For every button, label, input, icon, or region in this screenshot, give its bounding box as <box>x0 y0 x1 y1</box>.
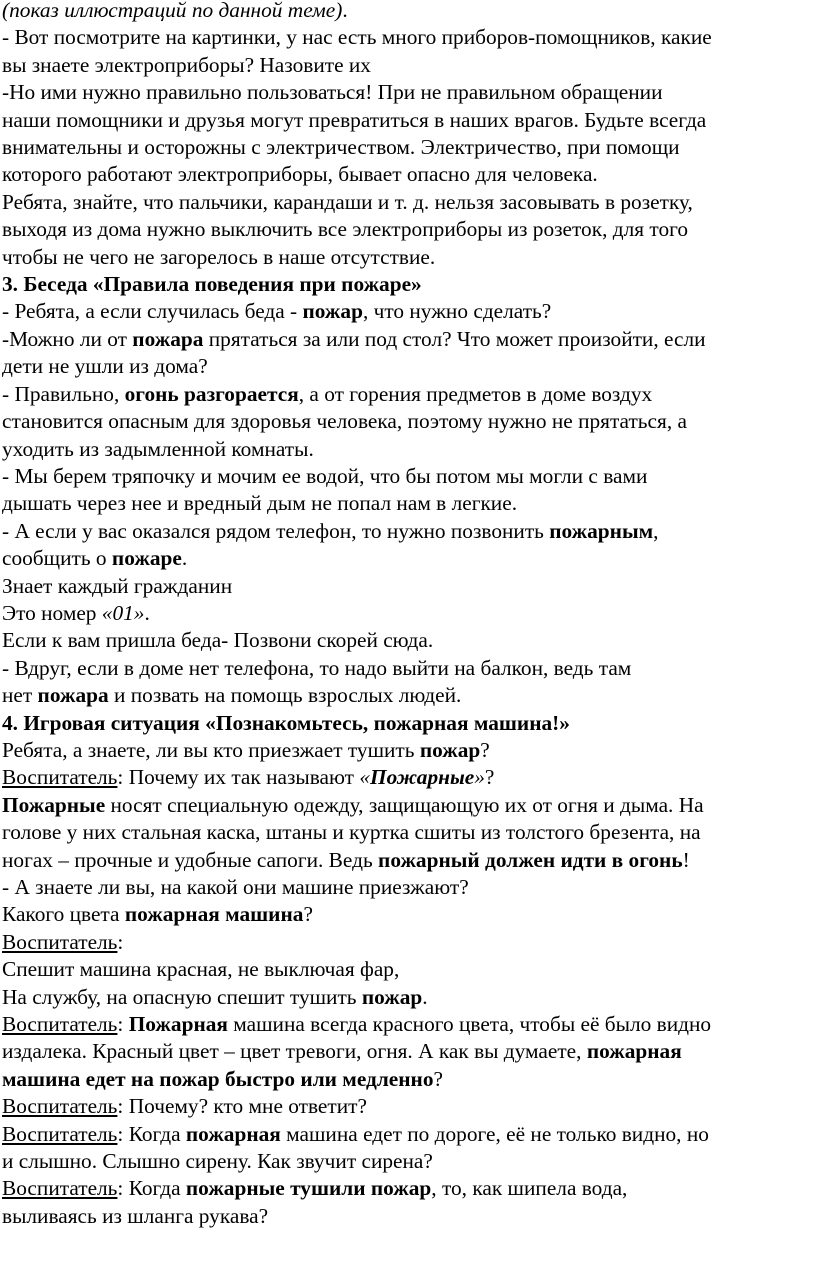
emphasis-text: Пожарная <box>128 1012 228 1037</box>
text-line <box>2 792 814 819</box>
text-line <box>2 490 814 517</box>
text-line <box>2 436 814 463</box>
text-run: Знает каждый гражданин <box>2 573 233 598</box>
text-run: дышать через нее и вредный дым не попал нам в легкие. <box>2 491 518 516</box>
text-run: , то, как шипела вода, <box>431 1176 628 1201</box>
text-run: -Но ими нужно правильно пользоваться! При не правильном обращении <box>2 80 663 105</box>
emphasis-text: 4. Игровая ситуация «Познакомьтесь, пожарная машина!» <box>2 710 570 735</box>
text-run: - Мы берем тряпочку и мочим ее водой, что бы потом мы могли с вами <box>2 463 648 488</box>
text-run: машина едет по дороге, её не только видно, но <box>280 1121 709 1146</box>
text-line <box>2 408 814 435</box>
text-line <box>2 1011 814 1038</box>
text-run: издалека. Красный цвет – цвет тревоги, огня. А как вы думаете, <box>2 1039 587 1064</box>
text-line <box>2 271 814 298</box>
text-run: - Ребята, а если случилась беда - <box>2 299 303 324</box>
text-run: выходя из дома нужно выключить все электроприборы из розеток, для того <box>2 217 689 242</box>
text-run: ? <box>433 1066 444 1091</box>
text-line <box>2 298 814 325</box>
text-run: ? <box>303 902 313 927</box>
emphasis-text: пожара <box>37 683 109 708</box>
text-line <box>2 710 814 737</box>
text-line <box>2 627 814 654</box>
text-line <box>2 1203 814 1230</box>
text-run: : <box>117 929 124 954</box>
text-run: : <box>117 1012 129 1037</box>
text-line <box>2 1093 814 1120</box>
text-run: голове у них стальная каска, штаны и куртка сшиты из толстого брезента, на <box>2 820 701 845</box>
text-line <box>2 819 814 846</box>
text-line <box>2 901 814 928</box>
text-line <box>2 1175 814 1202</box>
text-line <box>2 1148 814 1175</box>
text-run: - А знаете ли вы, на какой они машине приезжают? <box>2 875 469 899</box>
text-run: - А если у вас оказался рядом телефон, то нужно позвонить <box>2 518 550 543</box>
text-run: внимательны и осторожны с электричеством. Электричество, при помощи <box>2 135 680 160</box>
text-line <box>2 518 814 545</box>
text-line <box>2 52 814 79</box>
text-run: чтобы не чего не загорелось в наше отсутствие. <box>2 244 436 269</box>
text-run: выливаясь из шланга рукава? <box>2 1203 269 1228</box>
text-run: . <box>342 0 348 22</box>
emphasis-text: пожарная <box>185 1121 281 1146</box>
emphasis-text: 3. Беседа «Правила поведения при пожаре» <box>2 272 422 297</box>
text-line <box>2 956 814 983</box>
text-run: ? <box>480 737 490 762</box>
text-line <box>2 682 814 709</box>
emphasis-text: пожар <box>419 737 481 762</box>
text-line <box>2 764 814 791</box>
text-run: - Вдруг, если в доме нет телефона, то надо выйти на балкон, ведь там <box>2 655 632 680</box>
text-run: : Когда <box>117 1176 186 1201</box>
text-run: и слышно. Слышно сирену. Как звучит сирена? <box>2 1149 433 1174</box>
text-run: ! <box>682 847 690 872</box>
text-run: носят специальную одежду, защищающую их от огня и дыма. На <box>105 792 704 817</box>
text-line <box>2 79 814 106</box>
text-line <box>2 161 814 188</box>
text-run: Это номер <box>2 600 102 625</box>
emphasis-text: пожарный должен идти в огонь <box>378 847 683 872</box>
text-run: вы знаете электроприборы? Назовите их <box>2 52 371 77</box>
text-run: прятаться за или под стол? Что может произойти, если <box>203 326 706 351</box>
text-run: - Правильно, <box>2 381 125 406</box>
emphasis-text: Пожарные <box>370 765 475 790</box>
text-run: уходить из задымленной комнаты. <box>2 436 314 461</box>
emphasis-text: машина едет на пожар быстро или медленно <box>2 1066 434 1091</box>
text-line <box>2 216 814 243</box>
text-line <box>2 326 814 353</box>
emphasis-text: пожаре <box>111 546 182 571</box>
text-run: . <box>422 984 428 1009</box>
text-run: и позвать на помощь взрослых людей. <box>108 683 462 708</box>
text-run: - Вот посмотрите на картинки, у нас есть много приборов-помощников, какие <box>2 25 712 50</box>
text-run: которого работают электроприборы, бывает опасно для человека. <box>2 162 598 187</box>
text-run: Если к вам пришла беда- Позвони скорей сюда. <box>2 628 434 653</box>
emphasis-text: пожар <box>361 984 423 1009</box>
text-run: (показ иллюстраций по данной теме) <box>2 0 343 22</box>
text-line <box>2 655 814 682</box>
text-line <box>2 847 814 874</box>
speaker-label: Воспитатель <box>2 1121 118 1146</box>
text-line <box>2 189 814 216</box>
text-run: , а от горения предметов в доме воздух <box>298 381 653 406</box>
text-line <box>2 737 814 764</box>
text-run: : Почему их так называют <box>117 765 360 790</box>
text-line <box>2 134 814 161</box>
speaker-label: Воспитатель <box>2 929 118 954</box>
text-line <box>2 381 814 408</box>
text-line <box>2 353 814 380</box>
speaker-label: Воспитатель <box>2 1094 118 1119</box>
text-run: дети не ушли из дома? <box>2 354 208 379</box>
emphasis-text: пожарные тушили пожар <box>185 1176 432 1201</box>
text-line <box>2 545 814 572</box>
text-run: . <box>144 600 150 625</box>
text-run: Спешит машина красная, не выключая фар, <box>2 957 400 982</box>
speaker-label: Воспитатель <box>2 1176 118 1201</box>
text-run: -Можно ли от <box>2 326 133 351</box>
text-line <box>2 107 814 134</box>
emphasis-text: пожарным <box>549 518 654 543</box>
text-line <box>2 0 814 24</box>
emphasis-text: Пожарные <box>2 792 106 817</box>
text-line <box>2 1121 814 1148</box>
text-run: : Когда <box>117 1121 186 1146</box>
text-run: , что нужно сделать? <box>362 299 552 324</box>
text-run: «01» <box>101 600 145 625</box>
text-line <box>2 1066 814 1093</box>
text-line <box>2 874 814 901</box>
text-line <box>2 929 814 956</box>
text-line <box>2 984 814 1011</box>
emphasis-text: пожара <box>132 326 204 351</box>
text-run: наши помощники и друзья могут превратиться в наших врагов. Будьте всегда <box>2 107 707 132</box>
text-run: « <box>359 765 371 790</box>
emphasis-text: огонь разгорается <box>124 381 299 406</box>
text-run: Ребята, а знаете, ли вы кто приезжает тушить <box>2 737 420 762</box>
text-run: сообщить о <box>2 546 112 571</box>
emphasis-text: пожарная <box>586 1039 682 1064</box>
text-run: ногах – прочные и удобные сапоги. Ведь <box>2 847 379 872</box>
text-run: ? <box>484 765 495 790</box>
speaker-label: Воспитатель <box>2 765 118 790</box>
text-run: : Почему? кто мне ответит? <box>117 1094 367 1119</box>
text-run: машина всегда красного цвета, чтобы её было видно <box>227 1012 712 1037</box>
text-line <box>2 24 814 51</box>
document-body <box>2 0 816 1230</box>
text-run: . <box>181 546 188 571</box>
text-run: Какого цвета <box>2 902 125 927</box>
emphasis-text: пожар <box>302 299 363 324</box>
text-line <box>2 573 814 600</box>
text-line <box>2 1038 814 1065</box>
text-run: , <box>653 518 659 543</box>
text-run: Ребята, знайте, что пальчики, карандаши и т. д. нельзя засовывать в розетку, <box>2 189 693 214</box>
text-run: На службу, на опасную спешит тушить <box>2 984 362 1009</box>
emphasis-text: пожарная машина <box>124 902 304 927</box>
text-run: нет <box>2 683 38 708</box>
text-line <box>2 463 814 490</box>
text-line <box>2 244 814 271</box>
speaker-label: Воспитатель <box>2 1012 118 1037</box>
text-run: » <box>474 765 485 790</box>
text-line <box>2 600 814 627</box>
text-run: становится опасным для здоровья человека, поэтому нужно не прятаться, а <box>2 409 687 434</box>
